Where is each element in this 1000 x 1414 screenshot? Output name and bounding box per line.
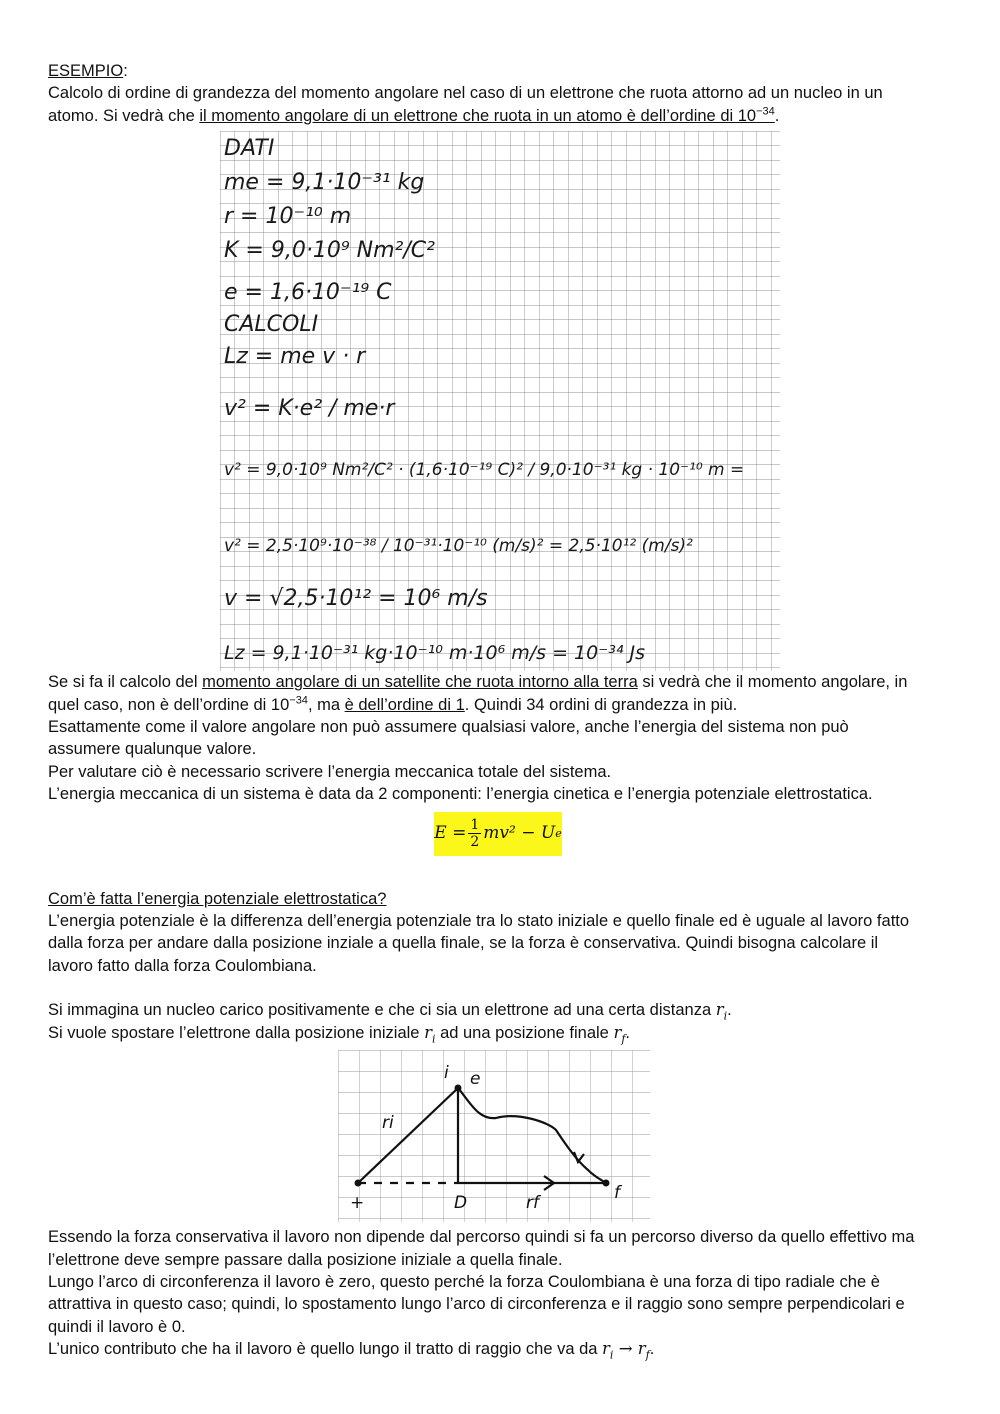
paragraph-line: Per valutare ciò è necessario scrivere l’energia meccanica totale del sistema. xyxy=(48,762,612,781)
paragraph-line: dalla forza per andare dalla posizione inziale a quella finale, se la forza è conservativa. Quindi bisogna calcolare il xyxy=(48,934,879,953)
energy-formula: E = $\frac{1}{2}$ mv² − U e xyxy=(434,812,562,856)
paragraph-line: Se si fa il calcolo del momento angolare di un satellite che ruota intorno alla terra si vedrà che il momento angolare, in xyxy=(48,673,908,692)
hw-line: Lz = me v · r xyxy=(224,344,366,370)
grid-paper xyxy=(338,1050,650,1222)
paragraph-line: attrattiva in questo caso; quindi, lo spostamento lungo l’arco di circonferenza e il raggio sono sempre perpendicolari e xyxy=(48,1295,905,1314)
hw-line: CALCOLI xyxy=(224,312,319,338)
paragraph-line: L’unico contributo che ha il lavoro è quello lungo il tratto di raggio che va da $r_i \to r_f$. xyxy=(48,1339,655,1362)
hw-line: e = 1,6·10⁻¹⁹ C xyxy=(224,280,392,306)
hw-line: DATI xyxy=(224,136,275,162)
label-plus: + xyxy=(350,1193,365,1214)
paragraph-line: quel caso, non è dell’ordine di $10^{-34}$, ma è dell’ordine di 1. Quindi 34 ordini di grandezza in più. xyxy=(48,694,738,714)
section-title: Com’è fatta l’energia potenziale elettrostatica? xyxy=(48,889,387,908)
nucleus-dot xyxy=(355,1180,362,1187)
grid-paper xyxy=(220,131,780,671)
label-rf: rf xyxy=(526,1193,539,1214)
paragraph-line: Lungo l’arco di circonferenza il lavoro è zero, questo perché la forza Coulombiana è una forza di tipo radiale che è xyxy=(48,1272,880,1291)
paragraph-line: Si vuole spostare l’elettrone dalla posizione iniziale $r_i$ ad una posizione finale $r_f$. xyxy=(48,1022,631,1045)
paragraph-line: L’energia potenziale è la differenza dell’energia potenziale tra lo stato iniziale e quello finale ed è uguale al lavoro fatto xyxy=(48,912,910,931)
paragraph-line: lavoro fatto dalla forza Coulombiana. xyxy=(48,956,317,975)
hw-line: v = √2,5·10¹² = 10⁶ m/s xyxy=(224,586,488,612)
intro-line-2: atomo. Si vedrà che il momento angolare di un elettrone che ruota in un atomo è dell’ordine di $10^{-34}$. xyxy=(48,105,780,125)
label-f: f xyxy=(614,1183,620,1204)
label-e: e xyxy=(470,1069,481,1090)
label-d: D xyxy=(454,1193,468,1214)
hw-line: r = 10⁻¹⁰ m xyxy=(224,204,352,230)
paragraph-line: Esattamente come il valore angolare non può assumere qualsiasi valore, anche l’energia del sistema non può xyxy=(48,718,849,737)
label-ri: ri xyxy=(382,1113,394,1134)
hw-line: Lz = 9,1·10⁻³¹ kg·10⁻¹⁰ m·10⁶ m/s = 10⁻³⁴ Js xyxy=(224,642,646,665)
hw-line: me = 9,1·10⁻³¹ kg xyxy=(224,170,425,196)
label-i: i xyxy=(444,1063,449,1084)
paragraph-line: L’energia meccanica di un sistema è data da 2 componenti: l’energia cinetica e l’energia potenziale elettrostatica. xyxy=(48,785,873,804)
hw-line: v² = K·e² / me·r xyxy=(224,396,395,422)
paragraph-line: assumere qualunque valore. xyxy=(48,740,257,759)
hw-line: v² = 2,5·10⁹·10⁻³⁸ / 10⁻³¹·10⁻¹⁰ (m/s)² = 2,5·10¹² (m/s)² xyxy=(224,536,693,557)
hw-line: v² = 9,0·10⁹ Nm²/C² · (1,6·10⁻¹⁹ C)² / 9,0·10⁻³¹ kg · 10⁻¹⁰ m = xyxy=(224,460,745,481)
hw-line: K = 9,0·10⁹ Nm²/C² xyxy=(224,238,435,264)
document-page xyxy=(48,60,948,1361)
example-heading: ESEMPIO: xyxy=(48,62,128,80)
paragraph-line: Si immagina un nucleo carico positivamente e che ci sia un elettrone ad una certa distanza $r_i$. xyxy=(48,1000,732,1023)
paragraph-line: Essendo la forza conservativa il lavoro non dipende dal percorso quindi si fa un percorso diverso da quello effettivo ma xyxy=(48,1228,915,1247)
fraction: $\frac{1}{2}$ xyxy=(470,817,480,851)
final-electron-dot xyxy=(603,1180,610,1187)
paragraph-line: l’elettrone deve sempre passare dalla posizione iniziale a quella finale. xyxy=(48,1250,563,1269)
handwritten-calculation-image xyxy=(220,131,780,671)
path-diagram-image xyxy=(338,1050,650,1222)
paragraph-line: quindi il lavoro è 0. xyxy=(48,1317,186,1336)
initial-electron-dot xyxy=(455,1085,462,1092)
intro-line-1: Calcolo di ordine di grandezza del momento angolare nel caso di un elettrone che ruota attorno ad un nucleo in un xyxy=(48,84,883,103)
